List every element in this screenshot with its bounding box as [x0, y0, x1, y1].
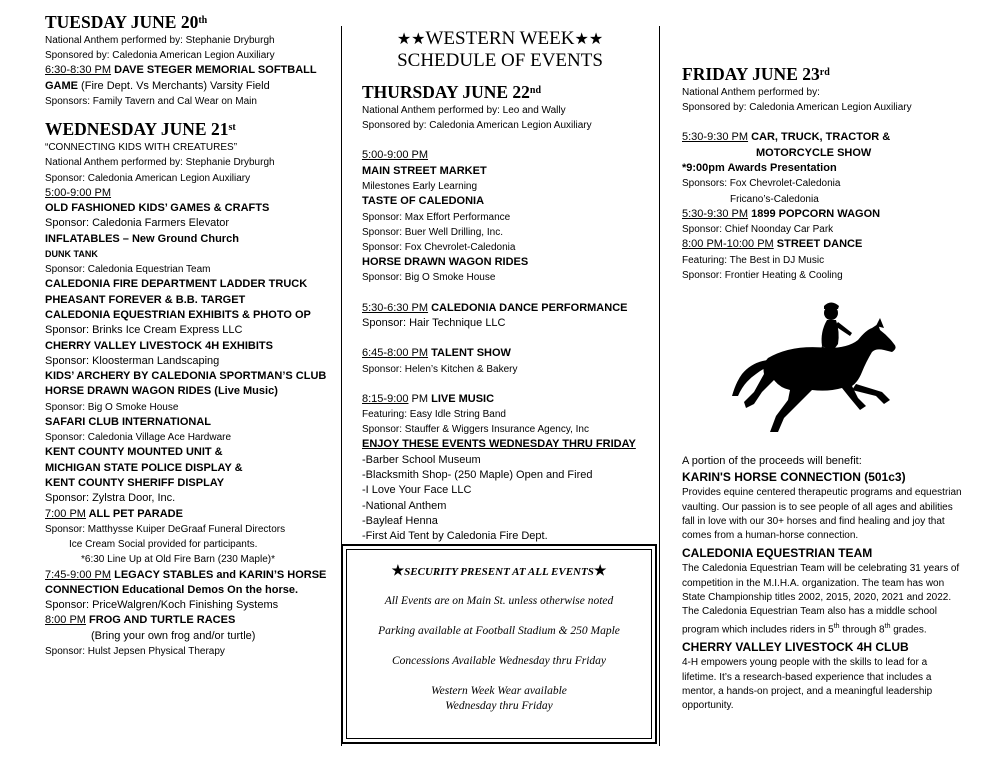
thu-wagon-sponsor: Sponsor: Big O Smoke House — [362, 272, 496, 284]
star-icon: ★ — [391, 564, 405, 579]
thu-time: 5:00-9:00 PM — [362, 149, 429, 162]
thu-music-sponsor: Sponsor: Stauffer & Wiggers Insurance Agency, Inc — [362, 424, 589, 436]
wed-wagon-sponsor: Sponsor: Big O Smoke House — [45, 401, 179, 413]
fri-dance: 8:00 PM-10:00 PM STREET DANCE — [682, 238, 863, 251]
tuesday-sponsored: Sponsored by: Caledonia American Legion Auxiliary — [45, 50, 275, 62]
cherry-text: 4-H empowers young people with the skills to lead for a lifetime. It’s a research-based experience that includes a mentor, a hands-on project, and a meaningful leadership opportunity. — [682, 657, 933, 712]
list-item: -Barber School Museum — [362, 453, 481, 466]
security-wear-2: Wednesday thru Friday — [445, 700, 553, 712]
wed-pheasant: PHEASANT FOREVER & B.B. TARGET — [45, 293, 246, 306]
thu-market: MAIN STREET MARKET — [362, 164, 487, 177]
thu-enjoy: ENJOY THESE EVENTS WEDNESDAY THRU FRIDAY — [362, 438, 636, 451]
friday-heading: FRIDAY JUNE 23rd — [682, 64, 830, 84]
wed-parade: 7:00 PM ALL PET PARADE — [45, 507, 183, 520]
thu-wagon: HORSE DRAWN WAGON RIDES — [362, 256, 529, 269]
karin-text: Provides equine centered therapeutic programs and equestrian vaulting. Our passion is to see people of all ages and abilities fall in love with our 30+ horses and find healing and joy that comes from a human-horse connection. — [682, 487, 962, 542]
team-text: The Caledonia Equestrian Team will be celebrating 31 years of competition in the M.I.H.A. organization. The team has won State Championship titles 2002, 2015, 2020, 2021 and 2022. The Caledonia Equestrian Team also has a middle school program which includes riders in 5th through 8th grades. — [682, 563, 960, 635]
list-item: -I Love Your Face LLC — [362, 484, 472, 497]
wed-legacy: 7:45-9:00 PM LEGACY STABLES and KARIN’S HORSE — [45, 568, 327, 581]
friday-sponsored: Sponsored by: Caledonia American Legion Auxiliary — [682, 102, 912, 114]
wednesday-heading: WEDNESDAY JUNE 21st — [45, 119, 236, 140]
wed-safari-sponsor: Sponsor: Caledonia Village Ace Hardware — [45, 432, 232, 444]
wed-lineup: *6:30 Line Up at Old Fire Barn (230 Maple)* — [81, 554, 275, 566]
thu-dance-sponsor: Sponsor: Hair Technique LLC — [362, 316, 506, 329]
security-concessions: Concessions Available Wednesday thru Friday — [391, 655, 606, 667]
wed-equestrian-sponsor: Sponsor: Brinks Ice Cream Express LLC — [45, 324, 243, 337]
team-heading: CALEDONIA EQUESTRIAN TEAM — [682, 546, 873, 561]
thu-taste-s2: Sponsor: Buer Well Drilling, Inc. — [362, 226, 503, 238]
fri-popcorn-sponsor: Sponsor: Chief Noonday Car Park — [682, 224, 834, 235]
left-column — [45, 12, 330, 659]
thu-music-featuring: Featuring: Easy Idle String Band — [362, 409, 506, 420]
middle-column — [362, 28, 654, 544]
wed-legacy-2: CONNECTION Educational Demos On the horse. — [45, 583, 299, 596]
star-icon: ★ — [593, 564, 607, 579]
wed-kent-1: KENT COUNTY MOUNTED UNIT & — [45, 446, 223, 459]
list-item: -National Anthem — [362, 499, 447, 512]
schedule-subtitle: SCHEDULE OF EVENTS — [397, 50, 603, 71]
thursday-anthem: National Anthem performed by: Leo and Wally — [362, 105, 566, 116]
tuesday-event: 6:30-8:30 PM DAVE STEGER MEMORIAL SOFTBALL — [45, 64, 317, 77]
tuesday-heading: TUESDAY JUNE 20th — [45, 12, 208, 32]
thursday-sponsored: Sponsored by: Caledonia American Legion Auxiliary — [362, 120, 592, 132]
thu-taste-s3: Sponsor: Fox Chevrolet-Caledonia — [362, 241, 516, 253]
wed-ladder: CALEDONIA FIRE DEPARTMENT LADDER TRUCK — [45, 278, 308, 291]
wed-archery: KIDS’ ARCHERY BY CALEDONIA SPORTMAN’S CLUB — [45, 370, 327, 383]
security-headline: ★SECURITY PRESENT AT ALL EVENTS★ — [391, 564, 607, 579]
thu-taste: TASTE OF CALEDONIA — [362, 195, 485, 208]
thu-music: 8:15-9:00 PM LIVE MUSIC — [362, 392, 495, 405]
fri-car-s1: Sponsors: Fox Chevrolet-Caledonia — [682, 178, 841, 190]
friday-anthem: National Anthem performed by: — [682, 87, 820, 98]
thu-milestones: Milestones Early Learning — [362, 181, 478, 192]
wednesday-time: 5:00-9:00 PM — [45, 186, 112, 199]
fri-car-2: MOTORCYCLE SHOW — [756, 146, 872, 159]
right-column — [682, 64, 972, 283]
thu-dance: 5:30-6:30 PM CALEDONIA DANCE PERFORMANCE — [362, 301, 628, 314]
wed-cherry: CHERRY VALLEY LIVESTOCK 4H EXHIBITS — [45, 339, 273, 352]
wed-parade-sponsor: Sponsor: Matthysse Kuiper DeGraaf Funeral Directors — [45, 523, 286, 535]
horse-rider-icon — [732, 300, 904, 440]
wed-wagon: HORSE DRAWN WAGON RIDES (Live Music) — [45, 385, 278, 398]
wednesday-theme: “CONNECTING KIDS WITH CREATURES” — [45, 142, 238, 154]
wed-games: OLD FASHIONED KIDS’ GAMES & CRAFTS — [45, 202, 270, 215]
fri-car-s2: Fricano’s-Caledonia — [730, 193, 819, 205]
list-item: -Blacksmith Shop- (250 Maple) Open and Fired — [362, 469, 593, 481]
fri-dance-featuring: Featuring: The Best in DJ Music — [682, 254, 825, 266]
list-item: -First Aid Tent by Caledonia Fire Dept. — [362, 530, 548, 543]
list-item: -Bayleaf Henna — [362, 514, 438, 527]
wed-kent-sponsor: Sponsor: Zylstra Door, Inc. — [45, 492, 176, 505]
security-parking: Parking available at Football Stadium & 250 Maple — [378, 625, 620, 637]
wed-legacy-sponsor: Sponsor: PriceWalgren/Koch Finishing Systems — [45, 599, 279, 612]
tuesday-event-2: GAME (Fire Dept. Vs Merchants) Varsity Field — [45, 79, 270, 92]
cherry-heading: CHERRY VALLEY LIVESTOCK 4H CLUB — [682, 640, 909, 655]
wednesday-anthem: National Anthem performed by: Stephanie Dryburgh — [45, 157, 275, 169]
security-wear-1: Western Week Wear available — [431, 685, 567, 697]
benefit-intro: A portion of the proceeds will benefit: — [682, 455, 862, 467]
fri-car: 5:30-9:30 PM CAR, TRUCK, TRACTOR & — [682, 131, 891, 144]
fri-dance-sponsor: Sponsor: Frontier Heating & Cooling — [682, 269, 843, 281]
right-divider — [659, 26, 660, 746]
wed-kent-2: MICHIGAN STATE POLICE DISPLAY & — [45, 461, 243, 474]
wed-frog: 8:00 PM FROG AND TURTLE RACES — [45, 614, 236, 627]
wed-frog-sponsor: Sponsor: Hulst Jepsen Physical Therapy — [45, 646, 225, 658]
wednesday-sponsor: Sponsor: Caledonia American Legion Auxiliary — [45, 172, 251, 184]
fri-popcorn: 5:30-9:30 PM 1899 POPCORN WAGON — [682, 207, 881, 220]
thu-talent-sponsor: Sponsor: Helen’s Kitchen & Bakery — [362, 363, 518, 375]
wed-games-sponsor: Sponsor: Caledonia Farmers Elevator — [45, 217, 230, 230]
karin-heading: KARIN'S HORSE CONNECTION (501c3) — [682, 470, 906, 485]
wed-icecream: Ice Cream Social provided for participants. — [69, 539, 258, 551]
wed-dunk-sponsor: Sponsor: Caledonia Equestrian Team — [45, 264, 211, 276]
thu-talent: 6:45-8:00 PM TALENT SHOW — [362, 347, 511, 360]
wed-cherry-sponsor: Sponsor: Kloosterman Landscaping — [45, 354, 220, 367]
wed-inflatables: INFLATABLES – New Ground Church — [45, 232, 239, 245]
star-icon: ★★ — [396, 31, 426, 48]
tuesday-anthem: National Anthem performed by: Stephanie Dryburgh — [45, 35, 275, 46]
benefit-section — [682, 454, 962, 713]
security-box — [341, 544, 657, 744]
wed-equestrian: CALEDONIA EQUESTRIAN EXHIBITS & PHOTO OP — [45, 309, 311, 321]
wed-safari: SAFARI CLUB INTERNATIONAL — [45, 415, 212, 428]
tuesday-sponsors: Sponsors: Family Tavern and Cal Wear on Main — [45, 96, 257, 107]
wed-kent-3: KENT COUNTY SHERIFF DISPLAY — [45, 477, 225, 490]
thursday-heading: THURSDAY JUNE 22nd — [362, 82, 542, 102]
wed-dunk: DUNK TANK — [45, 249, 98, 259]
fri-awards: *9:00pm Awards Presentation — [682, 162, 837, 174]
security-main-st: All Events are on Main St. unless otherwise noted — [384, 595, 614, 607]
wed-frog-note: (Bring your own frog and/or turtle) — [91, 629, 256, 642]
thu-taste-s1: Sponsor: Max Effort Performance — [362, 211, 511, 223]
star-icon: ★★ — [574, 31, 604, 48]
schedule-title: ★★WESTERN WEEK★★ — [396, 28, 604, 49]
